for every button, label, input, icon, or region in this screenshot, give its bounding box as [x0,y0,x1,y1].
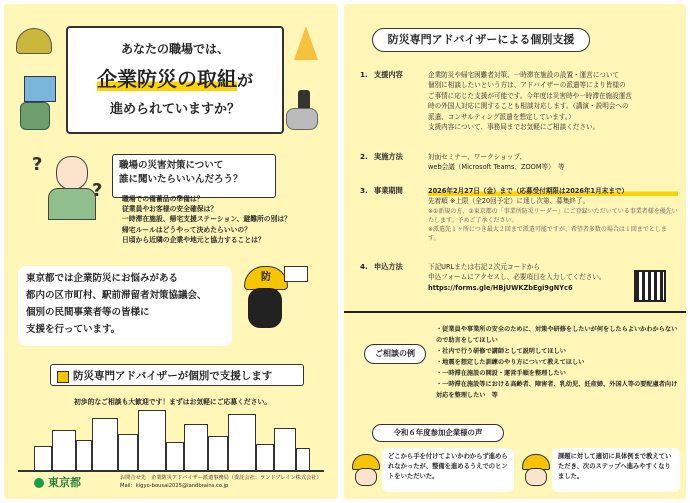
helmet-icon [16,28,52,54]
voices-label: 令和６年度参加企業様の声 [372,424,504,442]
question-mark-icon: ? [92,180,103,201]
welcome-note: 初歩的なご相談も大歓迎です！まずはお気軽にご応募ください。 [74,398,272,406]
section-heading [360,262,403,272]
section-line: 先着順 ※上限（全20回予定）に達し次第、募集終了。 [428,197,590,206]
question-mark-icon: ? [32,154,43,175]
question-list [122,194,332,245]
divider [344,311,686,313]
section-heading [360,186,403,196]
example-item: ・一時滞在施設等における高齢者、障害者、乳幼児、妊産婦、外国人等の要配慮者向け対応を整理したい 等 [436,381,678,399]
contact-line: お問合せ先 企業防災アドバイザー派遣事務局（委託会社：ランドブレイン株式会社） [120,475,322,481]
support-line: 支援を行っています。 [26,324,121,335]
support-line: 都内の区市町村、駅前滞留者対策協議会、 [26,290,207,301]
speech-bubble [112,154,276,198]
question-item: 一時滞在施設、帰宅支援ステーション、避難所の別は？ [122,215,291,224]
bullet-square-icon [57,371,69,383]
contact-info [120,474,322,490]
example-item: ・従業員や事業所の安全のために、対策や研修をしたいが何をしたらよいかわからないので助言をしてほしい [436,326,678,344]
cone-icon [294,26,318,60]
tokyo-logo-icon [34,478,44,488]
emergency-bag-icon [20,102,50,130]
section-line: 個別に相談したいという方は、アドバイザーの派遣等により皆様の [428,81,626,90]
section-line: 時の外国人対応に関することも相談対応します。（講演・説明会への [428,102,629,111]
example-item: ・地震を想定した訓練のやり方について教えてほしい [436,359,585,366]
example-item: ・社内で行う研修で講師として説明してほしい [436,348,566,355]
speech-bubble-line: 誰に聞いたらいいんだろう？ [119,174,243,185]
section-line: ※①新規の方、②東京都の「事業所防災リーダー」にご登録いただいている事業者様を優先いたします。予めご了承ください。 [428,207,678,224]
headline-box [66,26,284,134]
section-number: 1. [360,70,368,79]
section-line: ご事情に応じた支援が可能です。今年度は災害時や一時滞在施設運営 [428,91,632,100]
headline-keyword: 企業防災 [96,67,177,91]
participant-avatar [522,454,548,484]
speech-bubble-line: 職場の災害対策について [119,160,224,171]
section-line: web会議（Microsoft Teams、ZOOM等） 等 [428,163,565,172]
section-number: 4. [360,262,368,271]
section-label: 事業期間 [374,186,403,195]
right-flyer-panel [344,4,686,499]
section-number: 3. [360,186,368,195]
support-line: 個別の民間事業者等の皆様に [26,307,150,318]
support-message [18,266,232,346]
participant-voice-text: どこから手を付けてよいかわからず進められなかったが、整備を進めるうえでのヒントをいただいた。 [388,453,508,480]
section-line: 2026年2月27日（金）まで（応募受付期限は2026年1月末まで） [428,186,678,196]
section-line: 支援内容について、事務局までお気軽にご相談ください。 [428,123,600,132]
participant-voice-text: 課題に対して適切に具体例まで教えていただき、次のステップへ進みやすくなりました。 [558,453,672,480]
ground-line [18,470,324,472]
examples-label: ご相談の例 [364,344,426,364]
flag-icon [284,266,308,282]
question-item: 帰宅ルールはどうやって決めたらいいの？ [122,225,252,234]
gloves-icon [286,108,318,130]
qr-code[interactable] [634,270,666,302]
question-item: 日頃から近隣の企業や地元と協力することは？ [122,235,265,244]
headline-line1: あなたの職場では、 [120,42,229,56]
support-banner-text: 防災専門アドバイザーが個別で支援します [73,370,273,382]
section-heading [360,70,403,80]
question-item: 従業員やお客様の安全確保は？ [122,205,218,214]
section-label: 申込方法 [374,262,403,271]
left-flyer-panel [4,4,338,499]
tokyo-logo [34,474,81,490]
headline-keyword-suffix: の取組 [176,67,237,91]
contact-email[interactable]: Mail：kigyo-bousai2025@landbrains.co.jp [120,483,229,489]
section-line: 派遣、コンサルティング派遣を想定しています。） [428,112,575,121]
support-line: 東京都では企業防災にお悩みがある [26,273,179,284]
section-label: 支援内容 [374,70,403,79]
section-line: 下記URLまたは右記２次元コードから [428,263,540,271]
section-line: 申込フォームにアクセスし、必要項目を入力してください。 [428,273,606,282]
question-item: 職場での備蓄品の準備は？ [122,195,204,203]
section-label: 実施方法 [374,152,403,161]
section-number: 2. [360,152,368,161]
participant-voice [382,448,514,492]
headline-line3: 進められていますか？ [109,102,240,117]
tokyo-logo-text: 東京都 [48,476,81,489]
participant-avatar [352,454,378,484]
section-title: 防災専門アドバイザーによる個別支援 [372,28,590,52]
section-line: 対面セミナー、ワークショップ、 [428,153,526,161]
support-banner [50,364,304,386]
section-line: ※派遣先１ヶ所につき最大２回まで派遣可能ですが、希望者多数の場合は１回までとします。 [428,225,667,242]
city-skyline-illustration [34,408,308,472]
section-heading [360,152,403,162]
map-icon [24,76,56,102]
headline-tail: が [236,71,253,90]
section-body [428,152,678,173]
section-body [428,262,628,293]
example-item: ・一時滞在施設の開設・運営手順を整理したい [436,370,566,377]
headline-line2 [68,63,282,92]
mascot-helmet: 防 [244,266,288,290]
examples-list [436,324,682,401]
section-body [428,186,678,243]
worried-person-illustration [48,156,94,216]
speech-bubble-text [119,159,269,187]
participant-voice [552,448,680,492]
section-body [428,70,678,132]
application-url[interactable]: https://forms.gle/HBjUWKZbEgi9gNYc6 [428,283,573,292]
section-line: 企業防災や帰宅困難者対策、一時滞在施設の設置・運営について [428,71,620,79]
